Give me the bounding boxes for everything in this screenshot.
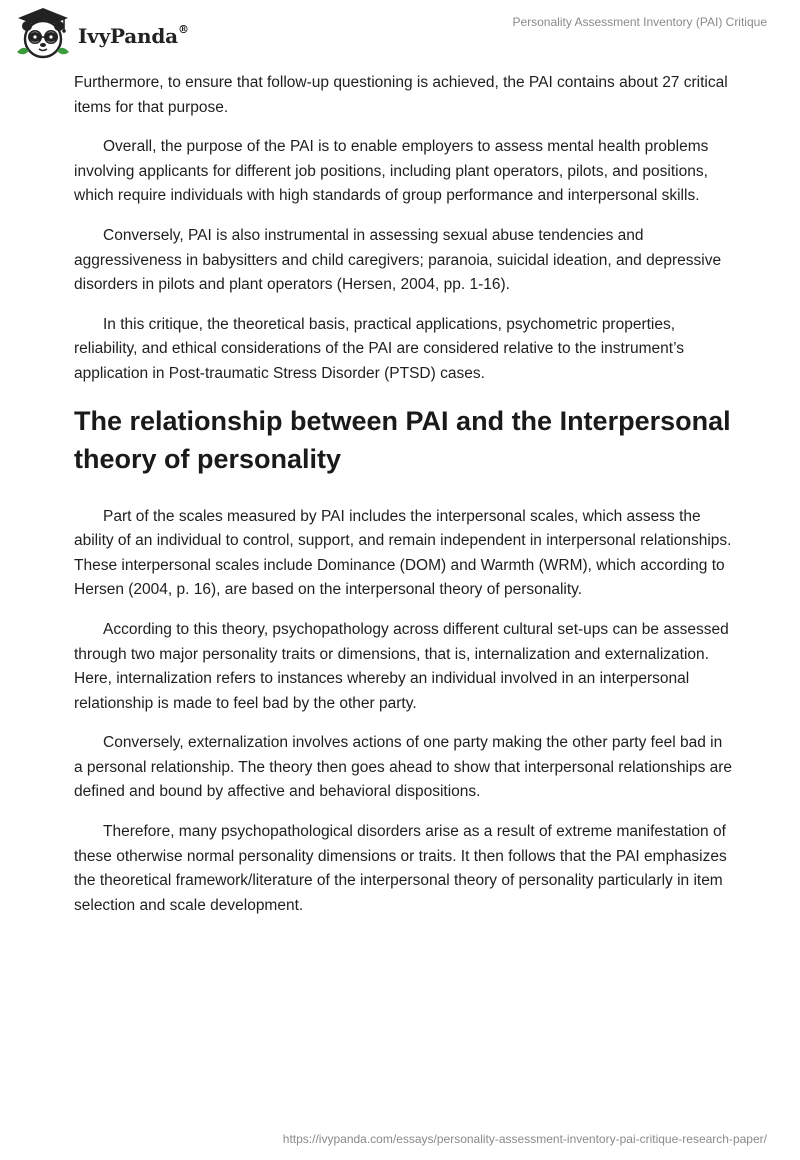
panda-graduate-icon: [14, 6, 72, 62]
brand-name: IvyPanda®: [78, 23, 189, 48]
section-heading: The relationship between PAI and the Interpersonal theory of personality: [74, 405, 731, 474]
page-header: [0, 0, 800, 70]
paragraph: Part of the scales measured by PAI includes the interpersonal scales, which assess the ability of an individual to control, support, and remain independent in interpersonal relationships. These interpersonal scales include Dominance (DOM) and Warmth (WRM), which according to Hersen (2004, p. 16), are based on the interpersonal theory of personality.: [74, 507, 732, 599]
document-title: Personality Assessment Inventory (PAI) Critique: [512, 15, 767, 29]
source-url[interactable]: https://ivypanda.com/essays/personality-assessment-inventory-pai-critique-research-paper/: [282, 1132, 767, 1146]
essay-body: [74, 71, 734, 933]
paragraph: According to this theory, psychopathology across different cultural set-ups can be assessed through two major personality traits or dimensions, that is, internalization and externalization. Here, internalization refers to instances whereby an individual involved in an interpersonal relationship is made to feel bad by the other party.: [74, 620, 729, 712]
ivypanda-logo[interactable]: [14, 6, 189, 62]
paragraph: Therefore, many psychopathological disorders arise as a result of extreme manifestation of these otherwise normal personality dimensions or traits. It then follows that the PAI emphasizes the theoretical framework/literature of the interpersonal theory of personality particularly in item selection and scale development.: [74, 823, 727, 914]
paragraph: Furthermore, to ensure that follow-up questioning is achieved, the PAI contains about 27 critical items for that purpose.: [74, 74, 728, 116]
paragraph: In this critique, the theoretical basis, practical applications, psychometric properties, reliability, and ethical considerations of the PAI are considered relative to the instrument’s application in Post-traumatic Stress Disorder (PTSD) cases.: [74, 315, 684, 382]
paragraph: Conversely, PAI is also instrumental in assessing sexual abuse tendencies and aggressiveness in babysitters and child caregivers; paranoia, suicidal ideation, and depressive disorders in pilots and plant operators (Hersen, 2004, pp. 1-16).: [74, 226, 722, 294]
paragraph: Conversely, externalization involves actions of one party making the other party feel bad in a personal relationship. The theory then goes ahead to show that interpersonal relationships are defined and bound by affective and behavioral dispositions.: [74, 734, 733, 801]
registered-mark: ®: [177, 23, 189, 37]
paragraph: Overall, the purpose of the PAI is to enable employers to assess mental health problems involving applicants for different job positions, including plant operators, pilots, and positions, which require individuals with high standards of group performance and interpersonal skills.: [74, 138, 709, 205]
